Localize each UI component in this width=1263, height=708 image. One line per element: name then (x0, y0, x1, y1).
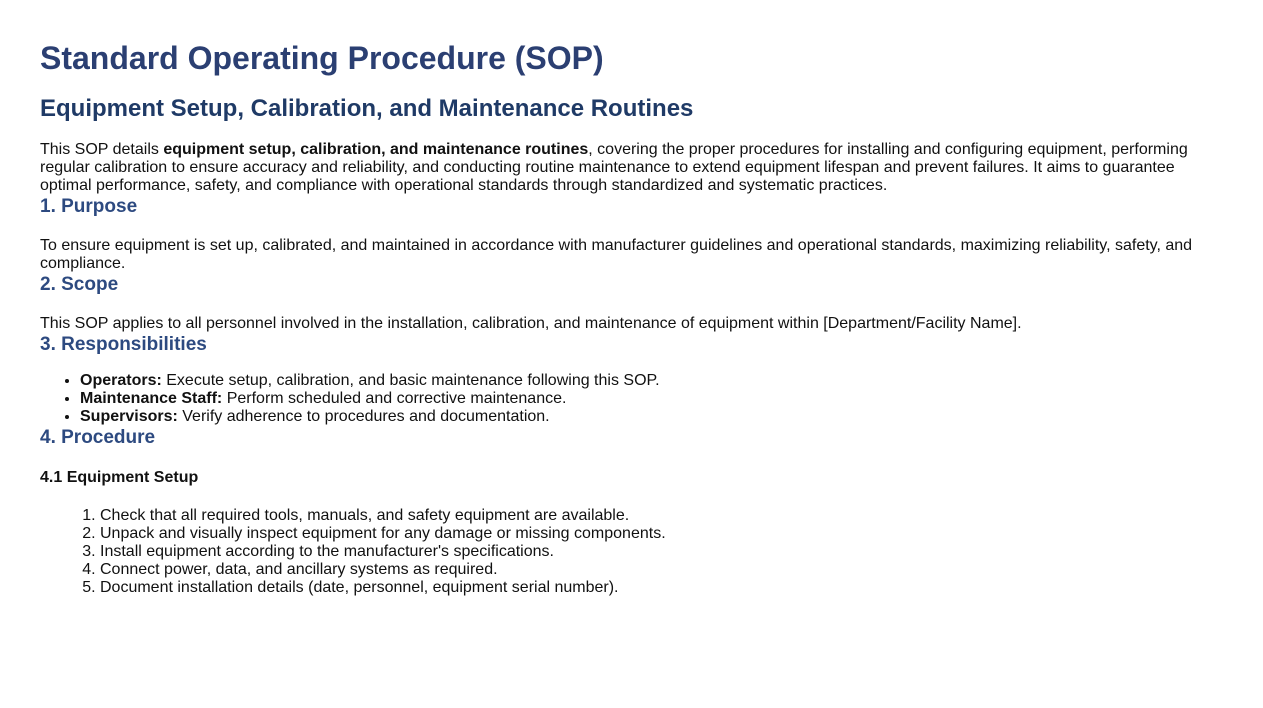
responsibilities-list (40, 372, 1223, 426)
list-item: 1. Check that all required tools, manuals, and safety equipment are available. (100, 507, 1223, 525)
list-item: 2. Unpack and visually inspect equipment for any damage or missing components. (100, 525, 1223, 543)
page-title: Standard Operating Procedure (SOP) (40, 40, 604, 76)
role-label: Supervisors: (80, 408, 178, 425)
role-description: Verify adherence to procedures and documentation. (177, 408, 550, 425)
setup-steps-list (40, 507, 1223, 597)
section-heading-procedure: 4. Procedure (40, 427, 156, 448)
list-item (80, 408, 1223, 426)
list-item: 4. Connect power, data, and ancillary systems as required. (100, 561, 1223, 579)
subsection-heading-setup: 4.1 Equipment Setup (40, 469, 199, 486)
purpose-text: To ensure equipment is set up, calibrated, and maintained in accordance with manufacturer guidelines and operational standards, maximizing reliability, safety, and compliance. (40, 237, 1193, 272)
intro-suffix: , covering the proper procedures for installing and configuring equipment, performing regular calibration to ensure accuracy and reliability, and conducting routine maintenance to extend equipment lifespan and prevent failures. It aims to guarantee optimal performance, safety, and compliance with operational standards through standardized and systematic practices. (40, 141, 1188, 194)
list-item (80, 390, 1223, 408)
page-subtitle: Equipment Setup, Calibration, and Maintenance Routines (40, 95, 694, 122)
intro-bold: equipment setup, calibration, and maintenance routines (163, 141, 589, 158)
role-description: Execute setup, calibration, and basic maintenance following this SOP. (161, 372, 660, 389)
section-heading-scope: 2. Scope (40, 274, 119, 295)
list-item (80, 372, 1223, 390)
intro-prefix: This SOP details (40, 141, 164, 158)
scope-text: This SOP applies to all personnel involved in the installation, calibration, and maintenance of equipment within [Department/Facility Name]. (40, 315, 1022, 332)
role-label: Maintenance Staff: (80, 390, 223, 407)
list-item: 3. Install equipment according to the manufacturer's specifications. (100, 543, 1223, 561)
role-description: Perform scheduled and corrective maintenance. (222, 390, 567, 407)
section-heading-responsibilities: 3. Responsibilities (40, 334, 207, 355)
role-label: Operators: (80, 372, 162, 389)
intro-paragraph (40, 141, 1223, 195)
section-heading-purpose: 1. Purpose (40, 196, 138, 217)
list-item: 5. Document installation details (date, personnel, equipment serial number). (100, 579, 1223, 597)
